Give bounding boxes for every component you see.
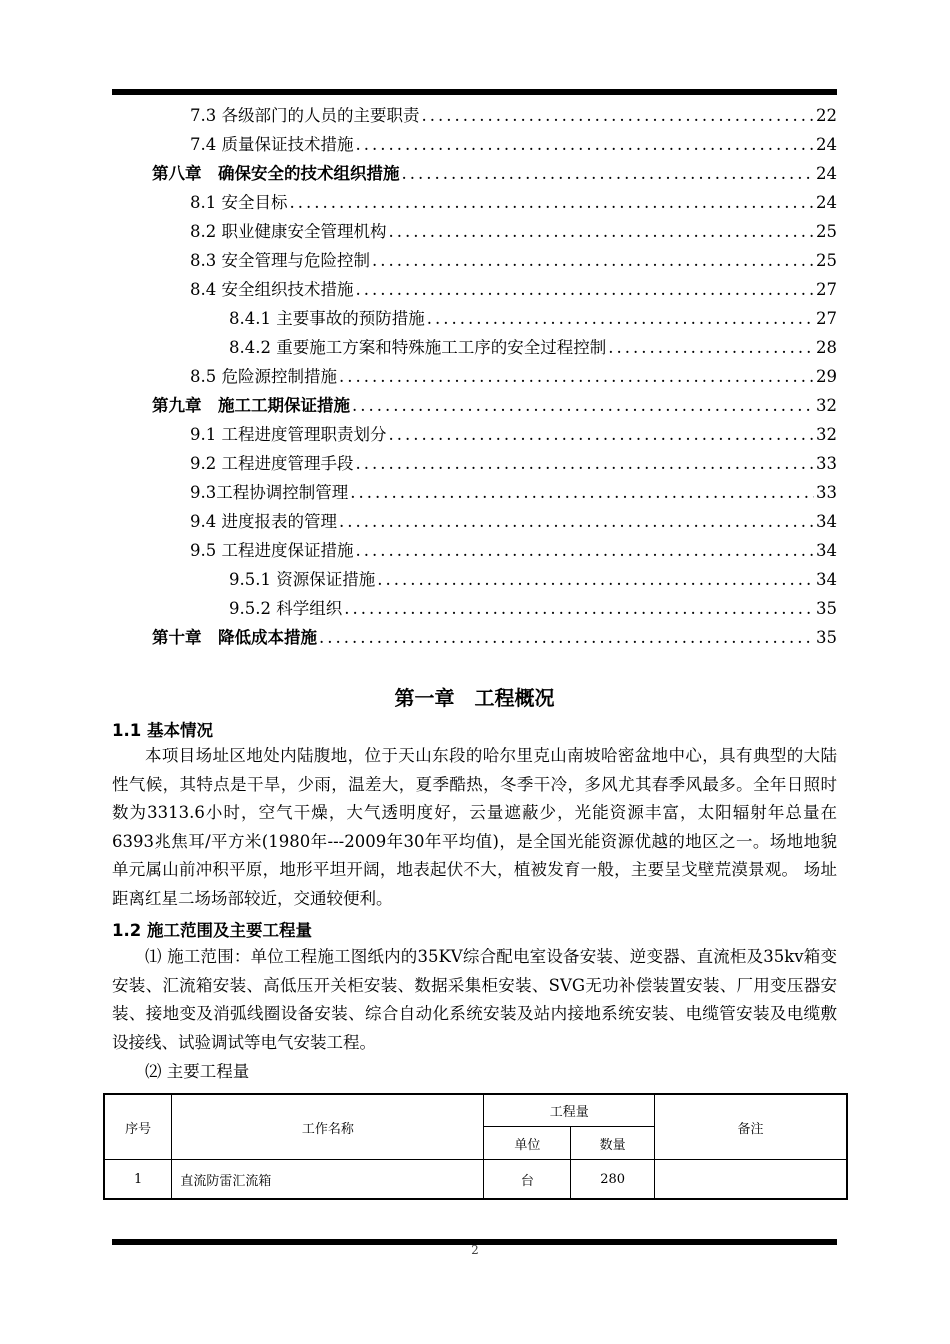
toc-entry[interactable] [112,130,837,159]
toc-entry[interactable] [112,536,837,565]
toc-entry[interactable] [112,159,837,188]
toc-entry-title: 9.1 工程进度管理职责划分 [190,425,387,444]
section-heading-1-1: 1.1 基本情况 [112,721,213,740]
toc-leader [344,594,814,623]
toc-entry[interactable] [112,188,837,217]
toc-entry[interactable] [112,101,837,130]
toc-entry-title: 9.5.2 科学组织 [229,599,343,618]
toc-entry-title: 9.5 工程进度保证措施 [190,541,354,560]
toc-leader [339,362,814,391]
toc-entry[interactable] [112,333,837,362]
header-quantity: 工程量 [484,1094,655,1127]
toc-entry-title: 8.3 安全管理与危险控制 [190,251,370,270]
toc-entry-title: 8.4 安全组织技术措施 [190,280,354,299]
cell-unit: 台 [484,1160,571,1200]
chapter-title: 第一章 工程概况 [394,686,555,710]
toc-leader [319,623,814,652]
scope-paragraph: ⑴ 施工范围：单位工程施工图纸内的35KV综合配电室设备安装、逆变器、直流柜及35kv箱变安装、汇流箱安装、高低压开关柜安装、数据采集柜安装、SVG无功补偿装置安装、厂用变压器安装、接地变及消弧线圈设备安装、综合自动化系统安装及站内接地系统安装、电缆管安装及电缆敷设接线、试验调试等电气安装工程。 [112,947,837,1052]
toc-entry-title: 8.5 危险源控制措施 [190,367,337,386]
toc-entry[interactable] [112,507,837,536]
top-rule [112,89,837,95]
basic-info-paragraph: 本项目场址区地处内陆腹地，位于天山东段的哈尔里克山南坡哈密盆地中心，具有典型的大陆性气候，其特点是干旱，少雨，温差大，夏季酷热，冬季干冷，多风尤其春季风最多。全年日照时数为3313.6小时，空气干燥，大气透明度好，云量遮蔽少，光能资源丰富，太阳辐射年总量在6393兆焦耳/平方米(1980年---2009年30年平均值)，是全国光能资源优越的地区之一。场地地貌单元属山前冲积平原，地形平坦开阔，地表起伏不大，植被发育一般，主要呈戈壁荒漠景观。 场址距离红星二场场部较近，交通较便利。 [112,746,837,908]
quantities-label: ⑵ 主要工程量 [145,1062,250,1081]
toc-entry-page: 32 [816,425,837,444]
toc-entry-page: 34 [816,512,837,531]
toc-entry-page: 34 [816,570,837,589]
table-of-contents [112,101,837,652]
toc-leader [290,188,815,217]
toc-leader [389,420,815,449]
toc-entry-page: 33 [816,454,837,473]
toc-entry-title: 9.5.1 资源保证措施 [229,570,376,589]
toc-entry-title: 9.3工程协调控制管理 [190,483,349,502]
toc-entry-title: 7.3 各级部门的人员的主要职责 [190,106,420,125]
toc-entry[interactable] [112,449,837,478]
toc-leader [356,449,815,478]
toc-entry[interactable] [112,304,837,333]
toc-entry-title: 8.2 职业健康安全管理机构 [190,222,387,241]
header-no: 序号 [104,1094,172,1160]
toc-entry[interactable] [112,275,837,304]
quantities-table [103,1093,848,1200]
toc-entry-title: 第八章 确保安全的技术组织措施 [152,164,400,183]
toc-entry-page: 33 [816,483,837,502]
toc-entry-title: 8.4.2 重要施工方案和特殊施工工序的安全过程控制 [229,338,607,357]
toc-entry-page: 27 [816,280,837,299]
toc-entry-title: 9.4 进度报表的管理 [190,512,337,531]
table-row [104,1160,847,1200]
toc-leader [350,478,814,507]
toc-entry-title: 8.4.1 主要事故的预防措施 [229,309,425,328]
header-unit: 单位 [484,1127,571,1160]
toc-entry-page: 24 [816,135,837,154]
toc-entry[interactable] [112,391,837,420]
toc-leader [352,391,814,420]
toc-entry-page: 24 [816,164,837,183]
header-amount: 数量 [571,1127,655,1160]
toc-entry[interactable] [112,478,837,507]
toc-leader [422,101,815,130]
toc-entry-page: 35 [816,599,837,618]
toc-entry[interactable] [112,362,837,391]
toc-entry-page: 34 [816,541,837,560]
section-heading-1-2: 1.2 施工范围及主要工程量 [112,921,312,940]
header-remark: 备注 [655,1094,847,1160]
toc-entry-title: 第九章 施工工期保证措施 [152,396,350,415]
toc-entry[interactable] [112,565,837,594]
cell-remark [655,1160,847,1200]
toc-leader [402,159,815,188]
toc-entry[interactable] [112,217,837,246]
page-number: 2 [471,1243,479,1257]
cell-amount: 280 [571,1160,655,1200]
toc-entry-title: 第十章 降低成本措施 [152,628,317,647]
toc-leader [608,333,814,362]
toc-leader [339,507,814,536]
toc-leader [356,130,815,159]
toc-entry-page: 25 [816,251,837,270]
toc-leader [377,565,814,594]
toc-leader [372,246,814,275]
toc-entry[interactable] [112,594,837,623]
toc-entry-page: 28 [816,338,837,357]
toc-entry-title: 9.2 工程进度管理手段 [190,454,354,473]
toc-entry[interactable] [112,246,837,275]
toc-leader [356,536,815,565]
toc-leader [389,217,815,246]
toc-entry-title: 8.1 安全目标 [190,193,288,212]
toc-leader [356,275,815,304]
toc-entry[interactable] [112,420,837,449]
toc-entry-page: 32 [816,396,837,415]
header-name: 工作名称 [172,1094,484,1160]
cell-name: 直流防雷汇流箱 [172,1160,484,1200]
toc-leader [427,304,814,333]
toc-entry-page: 25 [816,222,837,241]
toc-entry-page: 27 [816,309,837,328]
cell-no: 1 [104,1160,172,1200]
toc-entry-page: 35 [816,628,837,647]
toc-entry-page: 22 [816,106,837,125]
toc-entry-title: 7.4 质量保证技术措施 [190,135,354,154]
toc-entry[interactable] [112,623,837,652]
toc-entry-page: 24 [816,193,837,212]
toc-entry-page: 29 [816,367,837,386]
